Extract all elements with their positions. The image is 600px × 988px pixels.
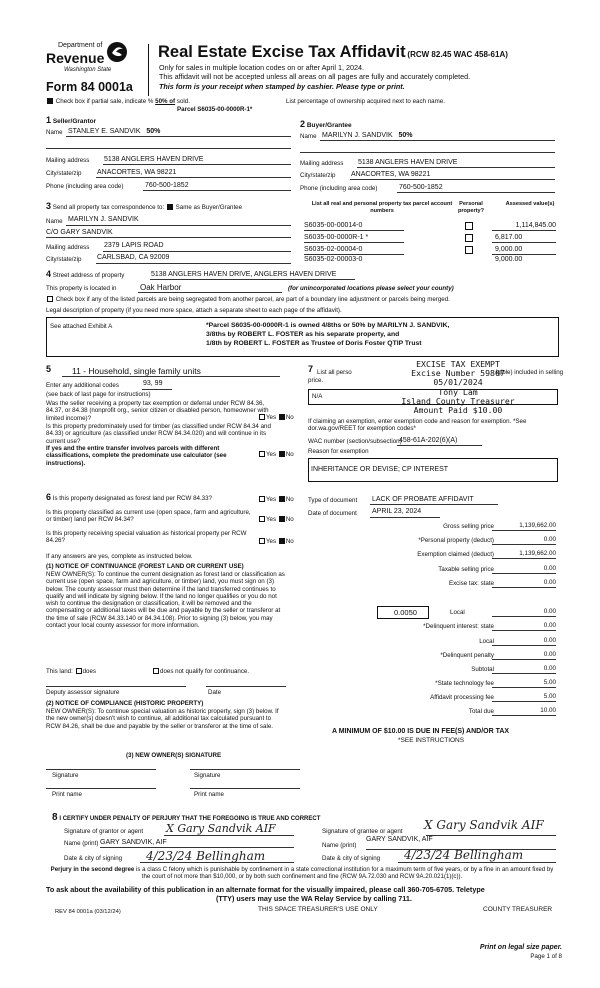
delinq-local-value[interactable]: 0.00 — [543, 637, 556, 644]
yes-label: Yes — [266, 516, 277, 523]
delinq-state-line — [492, 630, 556, 631]
header-note2: This affidavit will not be accepted unless all areas on all pages are fully and accurately completed. — [159, 72, 471, 81]
does-not-row — [152, 668, 249, 675]
parcel-number[interactable]: S6035-00-0000R-1 * — [304, 234, 369, 241]
legal-note1: *Parcel S6035-00-0000R-1 is owned 4/8ths or 50% by MARILYN J. SANDVIK, — [206, 322, 450, 329]
penalty-label: *Delinquent penalty — [440, 652, 494, 659]
s6-q3: Is this property receiving special valuation as historical property per RCW 84.26? — [46, 530, 247, 545]
tech-label: *State technology fee — [435, 680, 494, 687]
buyer-mailing[interactable]: 5138 ANGLERS HAVEN DRIVE — [358, 159, 458, 166]
title-ref: (RCW 82.45 WAC 458-61A) — [407, 50, 508, 59]
parcels-col1-header: List all real and personal property tax parcel account numbers — [311, 201, 453, 214]
doc-date-label: Date of document — [308, 510, 357, 517]
street-value[interactable]: 5138 ANGLERS HAVEN DRIVE, ANGLERS HAVEN DRIVE — [151, 271, 337, 278]
stamp-line4: Tony Lam — [438, 386, 478, 397]
county-treasurer: COUNTY TREASURER — [483, 906, 553, 913]
buyer-mailing-line — [357, 167, 555, 168]
treasurer-use: THIS SPACE TREASURER'S USE ONLY — [258, 906, 378, 913]
corr-name-label: Name — [46, 218, 63, 225]
no-label: No — [285, 496, 294, 503]
s5-q2-yes-checkbox[interactable] — [259, 451, 265, 457]
subtotal-value[interactable]: 0.00 — [543, 665, 556, 672]
located-label: This property is located in — [46, 285, 117, 292]
grantor-name-line — [100, 847, 294, 848]
doc-type[interactable]: LACK OF PROBATE AFFIDAVIT — [372, 496, 474, 503]
signature-label-1: Signature — [52, 772, 79, 779]
legal-left: See attached Exhibit A — [50, 323, 113, 330]
yes-label: Yes — [266, 451, 277, 458]
section-4-number: 4 — [46, 269, 52, 279]
no-label: No — [285, 451, 294, 458]
s6-q1-yes-checkbox[interactable] — [259, 496, 265, 502]
corr-mailing[interactable]: 2379 LAPIS ROAD — [104, 242, 164, 249]
s5-q2-answer — [258, 451, 294, 458]
assessed-value[interactable]: 1,114,845.00 — [515, 222, 556, 229]
deputy-sig-line[interactable] — [46, 686, 186, 687]
s6-q4: If any answers are yes, complete as instructed below. — [46, 553, 193, 560]
segregated-label: Check box if any of the listed parcels are being segregated from another parcel, are part of a boundary line adjustment or parcels being merged. — [55, 296, 450, 303]
penalty-line — [492, 659, 556, 660]
seller-name-label: Name — [46, 129, 63, 136]
stamp-line5: Island County Treasurer — [401, 395, 515, 406]
parcel-row — [304, 233, 556, 243]
sig-grantee-line — [426, 835, 556, 836]
parcel-number[interactable]: S6035-02-00004-0 — [304, 246, 363, 253]
segregated-checkbox[interactable] — [47, 296, 53, 302]
s6-q2-answer — [258, 516, 294, 523]
notice2-body: NEW OWNER(S): To continue special valuation as historic property, sign (3) below. If the new owner(s) doesn't wish to continue, all additional tax calculated pursuant to RCW 84.26, shall be due and payable by the seller or transferor at the time of sale. — [46, 708, 279, 730]
stamp-line6: Amount Paid $10.00 — [413, 405, 503, 416]
buyer-name-value: MARILYN J. SANDVIK — [322, 132, 393, 139]
seller-name[interactable] — [68, 128, 160, 135]
located-note: (for unincorporated locations please select your county) — [288, 285, 454, 292]
rev-number: REV 84 0001a (03/12/24) — [55, 909, 121, 915]
legal-label: Legal description of property (if you need more space, attach a separate sheet to each page of the affidavit). — [46, 307, 342, 314]
s6-q1: Is this property designated as forest land per RCW 84.33? — [52, 495, 212, 502]
seller-city-line — [96, 177, 291, 178]
sig-grantee-label: Signature of grantee or agent — [322, 828, 403, 835]
print-name-label-1: Print name — [52, 791, 82, 798]
s6-q3-answer — [258, 538, 294, 545]
deputy-date-label: Date — [208, 689, 222, 696]
s5-q1-answer — [258, 414, 294, 421]
does-checkbox[interactable] — [76, 668, 82, 674]
no-label: No — [285, 538, 294, 545]
corr-mailing-line — [103, 251, 291, 252]
sig-grantor-line — [164, 835, 294, 836]
corr-name-line — [66, 225, 291, 226]
grantee-name-label: Name (print) — [322, 842, 357, 849]
s5-q1-yes-checkbox[interactable] — [259, 414, 265, 420]
processing-value[interactable]: 5.00 — [543, 693, 556, 700]
seller-city-label: City/state/zip — [46, 170, 82, 177]
buyer-city-label: City/state/zip — [300, 172, 336, 179]
grantor-name[interactable]: GARY SANDVIK, AIF — [100, 839, 167, 846]
additional-codes-label: Enter any additional codes — [46, 382, 119, 389]
section-2-number: 2 — [300, 119, 306, 129]
parcels-col3-header: Assessed value(s) — [505, 201, 555, 207]
s5-q1: Was the seller receiving a property tax exemption or deferral under RCW 84.36, 84.37, or 84.38 (nonprofit org., senior citizen or disabled person, homeowner with limited income)? — [46, 400, 269, 422]
street-line — [150, 279, 355, 280]
s5-q2-no-checkbox[interactable] — [279, 451, 285, 457]
delinq-state-label: *Delinquent interest: state — [423, 623, 494, 630]
additional-codes-line — [142, 389, 172, 390]
parcel-row — [304, 255, 556, 265]
gross-line — [492, 530, 556, 531]
exemption-line — [492, 558, 556, 559]
partial-sale-checkbox[interactable] — [47, 98, 53, 104]
see-instructions: *SEE INSTRUCTIONS — [398, 737, 465, 744]
excise-state-line — [492, 587, 556, 588]
corr-mailing-label: Mailing address — [46, 244, 90, 251]
buyer-city[interactable]: ANACORTES, WA 98221 — [351, 171, 431, 178]
local-rate: 0.0050 — [394, 608, 417, 617]
corr-name[interactable]: MARILYN J. SANDVIK — [68, 216, 139, 223]
same-as-buyer-checkbox[interactable] — [167, 204, 173, 210]
processing-label: Affidavit processing fee — [430, 694, 494, 701]
dept-line3: Washington State — [64, 67, 112, 73]
owner-print-line-2[interactable] — [190, 788, 300, 789]
doc-date[interactable]: APRIL 23, 2024 — [372, 508, 422, 515]
buyer-phone-line — [397, 192, 555, 193]
s5-q2b: If yes and the entire transfer involves parcels with different classifications, complete the predominate use calculator (see instructions). — [46, 445, 227, 467]
s6-q3-no-checkbox[interactable] — [279, 538, 285, 544]
dept-line1: Department of — [58, 42, 103, 49]
section8-heading-text: I CERTIFY UNDER PENALTY OF PERJURY THAT THE FOREGOING IS TRUE AND CORRECT — [59, 816, 321, 822]
personal-property-checkbox[interactable] — [465, 222, 473, 230]
local-line — [492, 616, 556, 617]
does-not-checkbox[interactable] — [153, 668, 159, 674]
perjury-note — [46, 866, 558, 880]
segregated-row — [46, 296, 450, 303]
seller-city[interactable]: ANACORTES, WA 98221 — [97, 169, 177, 176]
wac-label: WAC number (section/subsection) — [308, 438, 402, 445]
ask-line1: To ask about the availability of this publication in an alternate format for the visually impaired, please call 360-705-6705. Teletype — [46, 885, 485, 894]
grantee-signature[interactable]: X Gary Sandvik AIF — [424, 818, 544, 832]
same-as-buyer-label: Same as Buyer/Grantee — [175, 204, 243, 211]
additional-codes[interactable]: 93, 99 — [143, 380, 163, 387]
taxable-value[interactable]: 0.00 — [543, 565, 556, 572]
notice1-head: (1) NOTICE OF CONTINUANCE (FOREST LAND OR CURRENT USE) — [46, 563, 244, 570]
personal-line — [492, 544, 556, 545]
parcel-row — [304, 221, 556, 231]
taxable-label: Taxable selling price — [438, 566, 494, 573]
penalty-value[interactable]: 0.00 — [543, 651, 556, 658]
doc-date-line — [370, 517, 440, 518]
s6-q1-row — [46, 494, 212, 502]
seller-name-value: STANLEY E. SANDVIK — [68, 128, 141, 135]
parcel-row — [304, 245, 556, 255]
section-6-number: 6 — [46, 492, 52, 502]
notice2-head: (2) NOTICE OF COMPLIANCE (HISTORIC PROPERTY) — [46, 700, 204, 707]
buyer-city-line — [350, 179, 555, 180]
does-not-label: does not qualify for continuance. — [160, 668, 250, 675]
gross-value[interactable]: 1,139,662.00 — [519, 522, 556, 529]
page-number: Page 1 of 8 — [530, 953, 562, 960]
grantee-date[interactable]: 4/23/24 Bellingham — [404, 848, 524, 862]
partial-sale-label: Check box if partial sale, indicate % — [55, 98, 154, 105]
excise-state-value[interactable]: 0.00 — [543, 579, 556, 586]
delinq-state-value[interactable]: 0.00 — [543, 622, 556, 629]
corr-city[interactable]: CARLSBAD, CA 92009 — [97, 254, 170, 261]
deputy-date-line[interactable] — [206, 686, 286, 687]
header-divider — [148, 44, 149, 96]
taxable-line — [492, 573, 556, 574]
local-value[interactable]: 0.00 — [543, 608, 556, 615]
owner-sig-line-1[interactable] — [46, 769, 156, 770]
ask-line2: (TTY) users may use the WA Relay Service by calling 711. — [216, 894, 412, 903]
deputy-label: Deputy assessor signature — [46, 689, 120, 696]
this-land-label: This land: — [46, 668, 73, 675]
seller-heading-text: Seller/Grantor — [52, 118, 97, 125]
section-7-number: 7 — [308, 364, 314, 374]
seller-name-line2 — [46, 148, 291, 149]
seller-phone-line — [143, 190, 291, 191]
form-number: Form 84 0001a — [46, 80, 133, 94]
perjury-lead: Perjury in the second degree — [50, 866, 135, 873]
s6-q1-answer — [258, 496, 294, 503]
no-label: No — [285, 516, 294, 523]
grantor-date-label: Date & city of signing — [64, 855, 123, 862]
wa-logo-icon — [106, 40, 128, 64]
buyer-heading — [300, 119, 352, 129]
title-text: Real Estate Excise Tax Affidavit — [158, 43, 406, 61]
buyer-name-label: Name — [300, 133, 317, 140]
additional-note: (see back of last page for instructions) — [46, 391, 151, 398]
stamp-line1: EXCISE TAX EXEMPT — [416, 359, 500, 369]
seller-name-pct: 50% — [146, 128, 161, 135]
assessed-value[interactable]: 9,000.00 — [495, 246, 523, 253]
delinq-local-label: Local — [479, 638, 494, 645]
gross-label: Gross selling price — [443, 523, 494, 530]
personal-property-checkbox[interactable] — [465, 234, 473, 242]
wac-value[interactable]: 458-61A-202(6)(A) — [399, 437, 458, 444]
corr-city-label: City/state/zip — [46, 256, 82, 263]
street-address-row — [46, 271, 124, 279]
no-label: No — [285, 414, 294, 421]
s5-q2: Is this property predominately used for timber (as classified under RCW 84.34 and 84.33) or agriculture (as classified under RCW 84.34.020) and will continue in its current use? — [46, 423, 271, 445]
doc-type-line — [370, 504, 498, 505]
parcel-number[interactable]: S6035-02-00003-0 — [304, 256, 363, 263]
s6-q1-no-checkbox[interactable] — [279, 496, 285, 502]
delinq-local-line — [492, 645, 556, 646]
notice1-body: NEW OWNER(S): To continue the current designation as forest land or classification as current use (open space, farm and agriculture, or timber) land, you must sign on (3) below. The county assessor must then determine if the land transferred continues to qualify and will indicate by signing below. If the land no longer qualifies or you do not wish to continue the designation or classification, it will be removed and the compensating or additional taxes will be due and payable by the seller or transferor at the time of sale (RCW 84.33.140 or 84.34.108). Prior to signing (3) below, you may contact your local county assessor for more information. — [46, 571, 285, 630]
exemption-label: Exemption claimed (deduct) — [417, 551, 494, 558]
s6-q3-yes-checkbox[interactable] — [259, 538, 265, 544]
seller-phone[interactable]: 760-500-1852 — [145, 182, 189, 189]
exemption-value[interactable]: 1,139,662.00 — [519, 550, 556, 557]
grantee-name[interactable]: GARY SANDVIK, AIF — [366, 836, 433, 843]
s7-label-a: List all perso — [317, 369, 352, 376]
s5-q1-no-checkbox[interactable] — [279, 414, 285, 420]
owner-sig-line-2[interactable] — [190, 769, 300, 770]
parcel-ref: Parcel S6035-00-0000R-1* — [177, 106, 253, 113]
seller-mailing[interactable]: 5138 ANGLERS HAVEN DRIVE — [104, 156, 204, 163]
subtotal-line — [492, 673, 556, 674]
buyer-phone[interactable]: 760-500-1852 — [399, 184, 443, 191]
section-1-number: 1 — [46, 115, 52, 125]
seller-phone-label: Phone (including area code) — [46, 183, 124, 190]
form-title — [158, 43, 508, 62]
notice3-head: (3) NEW OWNER(S) SIGNATURE — [126, 752, 222, 759]
buyer-phone-label: Phone (including area code) — [300, 185, 378, 192]
excise-state-label: Excise tax: state — [448, 580, 494, 587]
s7-na: N/A — [312, 393, 323, 400]
assessed-value[interactable]: 9,000.00 — [495, 256, 523, 263]
partial-sale-percent[interactable]: 50% of — [155, 98, 176, 105]
legal-note3: 1/8th by ROBERT L. FOSTER as Trustee of Doris Foster QTIP Trust — [206, 340, 422, 347]
correspondence-heading-text: Send all property tax correspondence to: — [52, 204, 165, 211]
grantee-date-label: Date & city of signing — [322, 855, 381, 862]
s7-label-c: igible) included in selling — [496, 369, 564, 376]
local-label: Local — [450, 609, 465, 616]
personal-label: *Personal property (deduct) — [418, 537, 494, 544]
buyer-name-pct: 50% — [398, 132, 413, 139]
buyer-name-line2 — [300, 152, 555, 153]
stamp-line2: Excise Number 59807 — [411, 368, 505, 379]
header-note1: Only for sales in multiple location codes on or after April 1, 2024. — [159, 63, 364, 72]
buyer-mailing-label: Mailing address — [300, 160, 344, 167]
yes-label: Yes — [266, 538, 277, 545]
corr-city-line — [96, 263, 291, 264]
use-code-line — [62, 376, 280, 377]
seller-mailing-line — [103, 164, 291, 165]
print-name-label-2: Print name — [194, 791, 224, 798]
street-label: Street address of property — [52, 272, 125, 279]
owner-print-line-1[interactable] — [46, 788, 156, 789]
correspondence-heading — [46, 203, 242, 211]
grantor-signature[interactable]: X Gary Sandvik AIF — [166, 822, 276, 835]
parcels-col2-header: Personal property? — [457, 201, 485, 214]
wac-line — [397, 445, 482, 446]
s6-q2: Is this property classified as current use (open space, farm and agriculture, or timber) land per RCW 84.34? — [46, 509, 251, 524]
sig-grantor-label: Signature of grantor or agent — [64, 828, 144, 835]
use-code[interactable]: 11 - Household, single family units — [72, 366, 201, 376]
grantee-date-line — [398, 862, 556, 863]
corr-co-line — [46, 237, 291, 238]
located-line — [138, 292, 282, 293]
s6-q2-no-checkbox[interactable] — [279, 516, 285, 522]
exempt-stamp — [392, 360, 524, 415]
grantor-date[interactable]: 4/23/24 Bellingham — [146, 849, 266, 863]
s7-label-b: price. — [308, 377, 324, 384]
legal-note2: 3/8ths by ROBERT L. FOSTER as his separate property, and — [206, 331, 400, 338]
section-5-number: 5 — [46, 364, 52, 374]
reason-label: Reason for exemption — [308, 448, 369, 455]
yes-label: Yes — [266, 496, 277, 503]
subtotal-label: Subtotal — [471, 666, 494, 673]
seller-mailing-label: Mailing address — [46, 157, 90, 164]
personal-value[interactable]: 0.00 — [543, 536, 556, 543]
buyer-name-line — [320, 140, 555, 141]
parcel-number[interactable]: S6035-00-00014-0 — [304, 222, 363, 229]
yes-label: Yes — [266, 414, 277, 421]
total-label: Total due — [468, 708, 494, 715]
perjury-text: is a class C felony which is punishable by confinement in a state correctional institution for a maximum term of five years, or by a fine in an amount fixed by the court of not more than $10,000, or by both such confinement and fine (RCW 9A.72.030 and RCW 9A.20.021(1)(c)). — [136, 866, 554, 881]
doc-type-label: Type of document — [308, 497, 358, 504]
located-value[interactable]: Oak Harbor — [140, 283, 182, 292]
does-label: does — [82, 668, 96, 675]
corr-co[interactable]: C/O GARY SANDVIK — [46, 229, 113, 236]
dept-line2: Revenue — [46, 50, 105, 66]
total-value[interactable]: 10.00 — [540, 707, 556, 714]
stamp-line3: 05/01/2024 — [433, 377, 483, 388]
processing-line — [492, 701, 556, 702]
signature-label-2: Signature — [194, 772, 221, 779]
section-8-number: 8 — [52, 812, 58, 823]
section-3-number: 3 — [46, 201, 52, 211]
tech-value[interactable]: 5.00 — [543, 679, 556, 686]
ownership-note: List percentage of ownership acquired next to each name. — [286, 98, 445, 105]
tech-line — [492, 687, 556, 688]
partial-sale-row — [46, 98, 190, 105]
seller-heading — [46, 115, 96, 125]
reason-value: INHERITANCE OR DEVISE; CP INTEREST — [311, 466, 449, 473]
this-land-row — [46, 668, 96, 675]
header-note3: This form is your receipt when stamped by cashier. Please type or print. — [159, 82, 405, 91]
buyer-name[interactable] — [322, 132, 413, 139]
partial-sale-post: sold. — [176, 98, 190, 105]
grantor-name-label: Name (print) — [64, 840, 99, 847]
legal-paper-note: Print on legal size paper. — [479, 944, 562, 951]
personal-property-checkbox[interactable] — [465, 246, 473, 254]
seller-name-line — [66, 136, 291, 137]
assessed-value[interactable]: 6,817.00 — [495, 234, 523, 241]
buyer-heading-text: Buyer/Grantee — [306, 122, 352, 129]
s6-q2-yes-checkbox[interactable] — [259, 516, 265, 522]
claim-note: If claiming an exemption, enter exemption code and reason for exemption. *See dor.wa.gov/REET for exemption codes* — [308, 418, 527, 433]
minimum-note: A MINIMUM OF $10.00 IS DUE IN FEE(S) AND/OR TAX — [332, 728, 510, 735]
total-line — [492, 715, 556, 716]
